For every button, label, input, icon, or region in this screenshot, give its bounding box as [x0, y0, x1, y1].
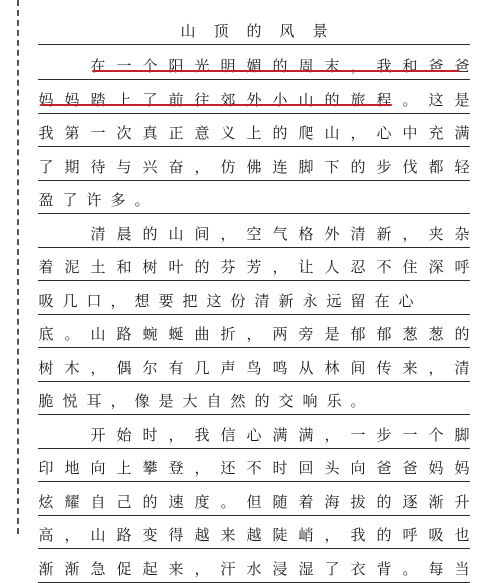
essay-char: 每 — [428, 559, 444, 578]
essay-char: 心 — [398, 291, 414, 310]
essay-char: 两 — [272, 325, 288, 343]
essay-line — [38, 246, 470, 281]
essay-char: 是 — [158, 392, 174, 410]
essay-char: 几 — [62, 291, 78, 310]
essay-char: 脚 — [454, 425, 470, 444]
essay-char: 在 — [90, 57, 106, 75]
essay-char: 妈 — [428, 459, 444, 477]
essay-char: 待 — [90, 157, 106, 176]
essay-char: 杂 — [454, 224, 470, 243]
essay-char: ， — [168, 425, 184, 444]
essay-char: 开 — [90, 425, 106, 444]
essay-char: 爬 — [298, 124, 314, 142]
essay-char: ， — [64, 526, 80, 544]
essay-char: 不 — [376, 258, 392, 276]
essay-char: 传 — [376, 358, 392, 377]
essay-char: 时 — [142, 425, 158, 444]
essay-char: 外 — [246, 90, 262, 109]
essay-char: 度 — [194, 492, 210, 511]
composition-paper — [38, 0, 470, 578]
essay-char: 吸 — [428, 526, 444, 544]
essay-char: 与 — [116, 157, 132, 176]
essay-char: 山 — [298, 90, 314, 109]
essay-char: ， — [272, 258, 288, 276]
essay-char: 意 — [194, 124, 210, 142]
essay-char: 盈 — [38, 191, 54, 209]
essay-char: 都 — [428, 157, 444, 176]
essay-char: 登 — [168, 459, 184, 477]
essay-char: 起 — [142, 559, 158, 578]
essay-char: 的 — [142, 492, 158, 511]
essay-char: 上 — [116, 459, 132, 477]
essay-line — [38, 414, 470, 449]
essay-char: ， — [220, 224, 236, 243]
essay-char: 向 — [90, 459, 106, 477]
essay-line-text — [38, 358, 470, 378]
essay-char: ， — [110, 392, 126, 410]
essay-char: 不 — [246, 459, 262, 477]
essay-char: 促 — [116, 559, 132, 578]
essay-char: 来 — [220, 526, 236, 544]
essay-char: 渐 — [428, 492, 444, 511]
essay-char: 大 — [182, 392, 198, 410]
essay-char: 心 — [376, 124, 392, 142]
essay-char: 来 — [168, 559, 184, 578]
essay-char: 爸 — [454, 57, 470, 75]
essay-char: 山 — [90, 526, 106, 544]
essay-char: 永 — [302, 291, 318, 310]
essay-char: 从 — [298, 358, 314, 377]
essay-char: 心 — [246, 425, 262, 444]
essay-char: 时 — [272, 459, 288, 477]
essay-char: 树 — [142, 258, 158, 276]
essay-line-text — [38, 224, 470, 244]
essay-char: 光 — [194, 57, 210, 75]
essay-char: 攀 — [142, 459, 158, 477]
essay-char: 土 — [90, 258, 106, 276]
essay-char: 的 — [272, 124, 288, 142]
essay-char: 忍 — [350, 258, 366, 276]
essay-char: 。 — [402, 90, 418, 109]
essay-char: 信 — [220, 425, 236, 444]
essay-char: 头 — [324, 459, 340, 477]
essay-char: 海 — [324, 492, 340, 511]
essay-char: 和 — [402, 57, 418, 75]
essay-char: 当 — [454, 559, 470, 578]
essay-line-text — [38, 492, 470, 512]
essay-char: 让 — [298, 258, 314, 276]
essay-char: 一 — [350, 425, 366, 444]
essay-char — [64, 224, 80, 244]
essay-char: 我 — [350, 526, 366, 544]
essay-char: 几 — [194, 358, 210, 377]
essay-line — [38, 213, 470, 248]
essay-char: ， — [194, 459, 210, 477]
essay-char: 芳 — [246, 258, 262, 276]
essay-char: 呼 — [454, 258, 470, 276]
essay-char: 新 — [376, 224, 392, 243]
essay-line — [38, 447, 470, 482]
essay-char: 有 — [168, 358, 184, 377]
essay-char: 仿 — [220, 157, 236, 176]
essay-char: 的 — [376, 492, 392, 511]
essay-char: 泥 — [64, 258, 80, 276]
essay-line-text — [38, 391, 470, 411]
essay-char: 爸 — [376, 459, 392, 477]
essay-char: 鸟 — [246, 358, 262, 377]
essay-char: 正 — [168, 124, 184, 142]
essay-char: 满 — [454, 124, 470, 142]
essay-char: 深 — [428, 258, 444, 276]
essay-char: 这 — [428, 90, 444, 109]
essay-char: 树 — [38, 358, 54, 377]
essay-char: 和 — [116, 258, 132, 276]
essay-char: 耀 — [64, 492, 80, 511]
essay-char: 晨 — [116, 224, 132, 243]
essay-char: 周 — [298, 57, 314, 75]
essay-char: ， — [324, 425, 340, 444]
essay-char: 下 — [324, 157, 340, 176]
essay-char: 一 — [90, 124, 106, 142]
essay-line-text — [38, 425, 470, 445]
essay-char — [64, 425, 80, 445]
essay-char: 上 — [116, 90, 132, 109]
essay-char: 份 — [230, 291, 246, 310]
essay-char: ， — [110, 291, 126, 310]
essay-char: 个 — [428, 425, 444, 444]
essay-char: 炫 — [38, 492, 54, 511]
essay-char: 清 — [454, 358, 470, 377]
essay-char: ， — [350, 124, 366, 142]
essay-char: 。 — [402, 559, 418, 578]
essay-char: 自 — [90, 492, 106, 511]
essay-char: 了 — [38, 157, 54, 176]
essay-char: 的 — [376, 526, 392, 544]
essay-char: 外 — [324, 224, 340, 243]
essay-char: 路 — [116, 325, 132, 343]
essay-char: 印 — [38, 459, 54, 477]
essay-char — [64, 56, 80, 76]
essay-char: 着 — [38, 258, 54, 276]
essay-char: 清 — [90, 224, 106, 243]
essay-char: 陡 — [272, 526, 288, 544]
essay-char: 口 — [86, 291, 102, 310]
essay-char: 的 — [350, 157, 366, 176]
essay-char: 升 — [454, 492, 470, 511]
essay-char: 旁 — [298, 325, 314, 343]
essay-line — [38, 481, 470, 516]
title-char: 顶 — [213, 22, 229, 40]
essay-char: 始 — [116, 425, 132, 444]
essay-char: 山 — [168, 224, 184, 243]
essay-char: 木 — [64, 358, 80, 377]
essay-char: 了 — [142, 90, 158, 109]
essay-char: 我 — [194, 425, 210, 444]
essay-char: 蜿 — [142, 325, 158, 343]
essay-line-text — [38, 123, 470, 143]
essay-char: 交 — [278, 392, 294, 410]
essay-char: 充 — [428, 124, 444, 142]
essay-char: ， — [194, 157, 210, 176]
essay-char: 爸 — [402, 459, 418, 477]
essay-char: 急 — [90, 559, 106, 578]
essay-char: 衣 — [350, 559, 366, 578]
essay-char: 住 — [402, 258, 418, 276]
essay-char: 往 — [194, 90, 210, 109]
essay-char: 逐 — [402, 492, 418, 511]
essay-char: 了 — [62, 191, 78, 209]
essay-char: 郁 — [350, 325, 366, 343]
essay-char: 把 — [182, 291, 198, 310]
essay-char: 底 — [38, 325, 54, 343]
essay-char: 第 — [64, 124, 80, 142]
essay-line-text — [38, 190, 470, 210]
essay-char: 媚 — [246, 57, 262, 75]
essay-char: 己 — [116, 492, 132, 511]
essay-char: 山 — [90, 325, 106, 343]
essay-char: 。 — [220, 492, 236, 511]
essay-char: 葱 — [402, 325, 418, 343]
essay-char: 还 — [220, 459, 236, 477]
essay-char: 一 — [402, 425, 418, 444]
essay-char: 次 — [116, 124, 132, 142]
essay-char: 妈 — [64, 90, 80, 109]
essay-char: 清 — [254, 291, 270, 310]
title-char: 景 — [312, 22, 328, 40]
essay-char: 耳 — [86, 392, 102, 410]
title-row — [38, 10, 470, 45]
essay-char: 阳 — [168, 57, 184, 75]
essay-char: ， — [324, 526, 340, 544]
binding-margin-line — [17, 0, 19, 534]
essay-char: 妈 — [38, 90, 54, 109]
essay-char: 远 — [326, 291, 342, 310]
essay-line — [38, 514, 470, 549]
essay-char: 义 — [220, 124, 236, 142]
essay-char: 妈 — [454, 459, 470, 477]
essay-char: 明 — [220, 57, 236, 75]
essay-char: 在 — [374, 291, 390, 310]
essay-char: 林 — [324, 358, 340, 377]
essay-char: 的 — [142, 224, 158, 243]
essay-char: 叶 — [168, 258, 184, 276]
essay-char: 爸 — [428, 57, 444, 75]
essay-char: 夹 — [428, 224, 444, 243]
essay-char: 呼 — [402, 526, 418, 544]
essay-char: 声 — [220, 358, 236, 377]
essay-char: 的 — [272, 57, 288, 75]
essay-line — [38, 313, 470, 348]
essay-char: 自 — [206, 392, 222, 410]
essay-char: ， — [246, 325, 262, 343]
essay-char: 中 — [402, 124, 418, 142]
essay-char: 个 — [142, 57, 158, 75]
essay-char: 踏 — [90, 90, 106, 109]
essay-char: 的 — [194, 258, 210, 276]
essay-line-text — [38, 90, 470, 110]
essay-char: 一 — [116, 57, 132, 75]
essay-line — [38, 179, 470, 214]
essay-char: 。 — [64, 325, 80, 343]
essay-char: 。 — [134, 191, 150, 209]
essay-char: 多 — [110, 191, 126, 209]
essay-char: 旅 — [350, 90, 366, 109]
essay-char: 了 — [324, 559, 340, 578]
essay-char: 郊 — [220, 90, 236, 109]
essay-char: 连 — [272, 157, 288, 176]
title-char: 的 — [246, 22, 262, 40]
essay-char: 响 — [302, 392, 318, 410]
essay-line — [38, 280, 470, 315]
essay-char: 人 — [324, 258, 340, 276]
essay-char: 吸 — [38, 291, 54, 310]
essay-char — [38, 425, 54, 445]
essay-char: 葱 — [428, 325, 444, 343]
essay-line-text — [38, 525, 470, 545]
essay-char: 乐 — [326, 392, 342, 410]
essay-char — [38, 224, 54, 244]
essay-char: 轻 — [454, 157, 470, 176]
essay-line-text — [38, 291, 470, 311]
essay-char: 脆 — [38, 392, 54, 410]
essay-char: 格 — [298, 224, 314, 243]
essay-char: 空 — [246, 224, 262, 243]
essay-char: 曲 — [194, 325, 210, 343]
essay-line — [38, 112, 470, 147]
essay-char: 伐 — [402, 157, 418, 176]
essay-char: 小 — [272, 90, 288, 109]
essay-char: 是 — [324, 325, 340, 343]
essay-char — [38, 56, 54, 76]
essay-line — [38, 548, 470, 583]
essay-char: 着 — [298, 492, 314, 511]
red-underline-1 — [92, 70, 460, 72]
essay-char: 回 — [298, 459, 314, 477]
essay-char: 也 — [454, 526, 470, 544]
essay-char: 然 — [230, 392, 246, 410]
essay-char: 这 — [206, 291, 222, 310]
essay-char: 渐 — [38, 559, 54, 578]
essay-char: 越 — [194, 526, 210, 544]
title-char: 风 — [279, 22, 295, 40]
essay-char: 越 — [246, 526, 262, 544]
essay-char: 留 — [350, 291, 366, 310]
essay-char: 期 — [64, 157, 80, 176]
essay-char: 步 — [376, 157, 392, 176]
essay-char: 背 — [376, 559, 392, 578]
title-char: 山 — [180, 22, 196, 40]
essay-line — [38, 45, 470, 80]
essay-char: 要 — [158, 291, 174, 310]
essay-char: ， — [90, 358, 106, 377]
essay-char: ， — [194, 559, 210, 578]
essay-char: 蜒 — [168, 325, 184, 343]
essay-char: 末 — [324, 57, 340, 75]
essay-char: 变 — [142, 526, 158, 544]
essay-char: ， — [402, 224, 418, 243]
red-underline-2 — [40, 104, 392, 106]
essay-char: 渐 — [64, 559, 80, 578]
essay-char: 水 — [246, 559, 262, 578]
essay-char: 真 — [142, 124, 158, 142]
essay-char: 得 — [168, 526, 184, 544]
essay-char: 程 — [376, 90, 392, 109]
essay-char: 来 — [402, 358, 418, 377]
essay-char: 像 — [134, 392, 150, 410]
essay-char: 速 — [168, 492, 184, 511]
essay-char: 许 — [86, 191, 102, 209]
essay-char: 间 — [194, 224, 210, 243]
essay-char: 上 — [246, 124, 262, 142]
essay-char: 奋 — [168, 157, 184, 176]
essay-char: 间 — [350, 358, 366, 377]
essay-line-text — [38, 324, 470, 344]
essay-char: 浸 — [272, 559, 288, 578]
essay-char: 。 — [350, 392, 366, 410]
essay-char: 拔 — [350, 492, 366, 511]
essay-line-text — [38, 559, 470, 579]
essay-char: 随 — [272, 492, 288, 511]
essay-line — [38, 79, 470, 114]
essay-char: 步 — [376, 425, 392, 444]
essay-char: 清 — [350, 224, 366, 243]
essay-char: 鸣 — [272, 358, 288, 377]
essay-char: 是 — [454, 90, 470, 109]
essay-char: 向 — [350, 459, 366, 477]
essay-title — [38, 21, 470, 41]
essay-char: 折 — [220, 325, 236, 343]
essay-char: 尔 — [142, 358, 158, 377]
essay-char: 悦 — [62, 392, 78, 410]
essay-line — [38, 347, 470, 382]
essay-char: 山 — [324, 124, 340, 142]
essay-line — [38, 146, 470, 181]
essay-char: 气 — [272, 224, 288, 243]
essay-char: 路 — [116, 526, 132, 544]
essay-char: 脚 — [298, 157, 314, 176]
essay-char: 前 — [168, 90, 184, 109]
essay-char: 汗 — [220, 559, 236, 578]
essay-char: 满 — [298, 425, 314, 444]
essay-char: 兴 — [142, 157, 158, 176]
essay-char: 的 — [324, 90, 340, 109]
essay-line-text — [38, 157, 470, 177]
essay-char: 高 — [38, 526, 54, 544]
essay-char: 我 — [376, 57, 392, 75]
essay-char: 峭 — [298, 526, 314, 544]
essay-char: 满 — [272, 425, 288, 444]
essay-line-text — [38, 458, 470, 478]
essay-line-text — [38, 56, 470, 76]
essay-char: 新 — [278, 291, 294, 310]
essay-char: ， — [350, 57, 366, 75]
essay-line — [38, 380, 470, 415]
essay-char: 芬 — [220, 258, 236, 276]
essay-char: 佛 — [246, 157, 262, 176]
essay-char: 的 — [454, 325, 470, 343]
essay-char: 我 — [38, 124, 54, 142]
essay-char: ， — [428, 358, 444, 377]
essay-char: 湿 — [298, 559, 314, 578]
essay-char: 想 — [134, 291, 150, 310]
essay-char: 地 — [64, 459, 80, 477]
essay-line-text — [38, 257, 470, 277]
essay-char: 的 — [254, 392, 270, 410]
essay-char: 但 — [246, 492, 262, 511]
essay-char: 偶 — [116, 358, 132, 377]
essay-char: 郁 — [376, 325, 392, 343]
